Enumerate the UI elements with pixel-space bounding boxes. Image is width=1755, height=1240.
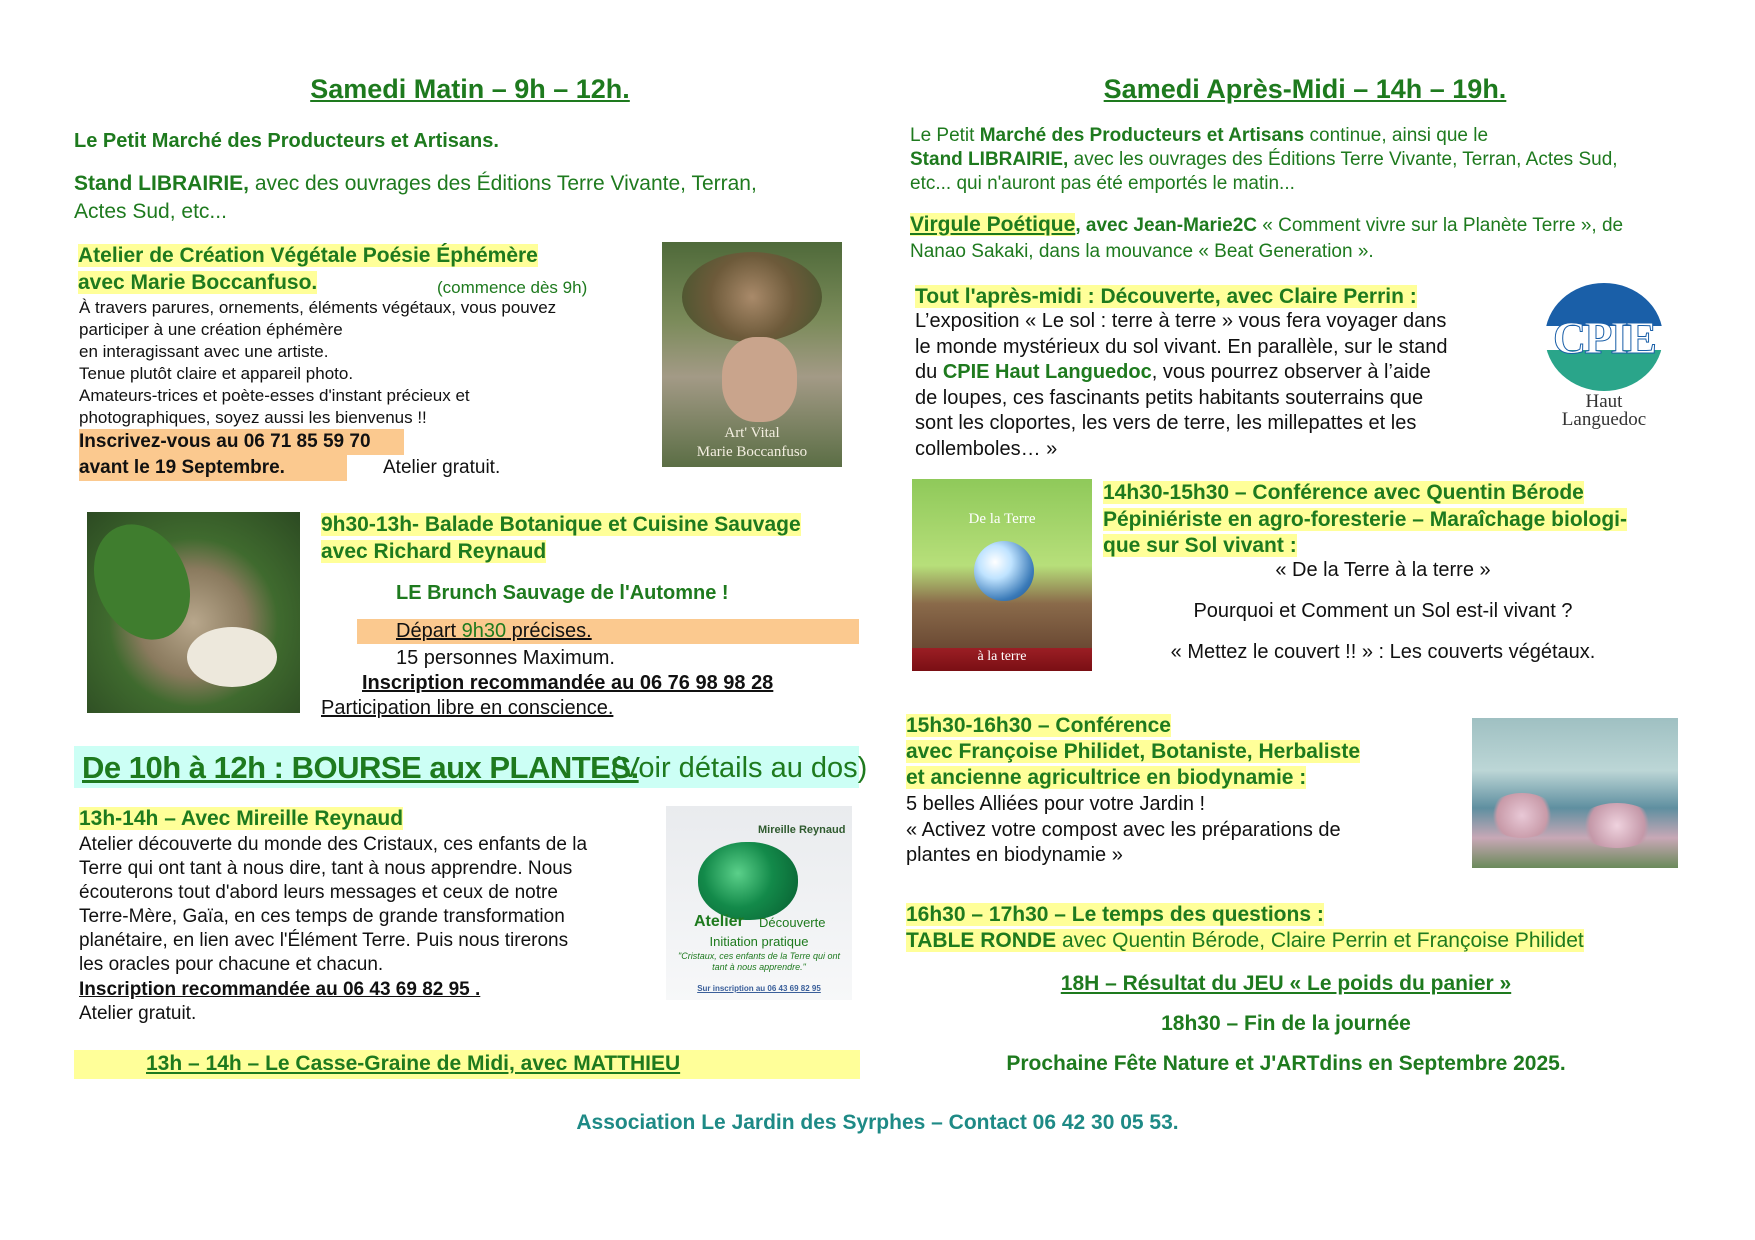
card-initiation: Initiation pratique bbox=[709, 934, 809, 949]
book-cover-de-la-terre bbox=[912, 479, 1092, 671]
depart-time: 9h30 bbox=[461, 620, 507, 642]
claire-l3a: du bbox=[915, 361, 943, 383]
atelier1-inscription bbox=[79, 429, 404, 481]
balade-brunch: LE Brunch Sauvage de l'Automne ! bbox=[396, 582, 729, 604]
table-line-rest: avec Quentin Bérode, Claire Perrin et Françoise Philidet bbox=[1056, 929, 1584, 952]
right-title: Samedi Après-Midi – 14h – 19h. bbox=[1103, 74, 1507, 104]
quentin-q3: « Mettez le couvert !! » : Les couverts végétaux. bbox=[1170, 641, 1596, 663]
intro-p2b: avec les ouvrages des Éditions Terre Vivante, Terran, Actes Sud, bbox=[1068, 149, 1618, 170]
claire-line bbox=[915, 360, 1515, 386]
claire-line: de loupes, ces fascinants petits habitants souterrains que bbox=[915, 386, 1424, 409]
resultat-jeu: 18H – Résultat du JEU « Le poids du panier » bbox=[1060, 972, 1512, 995]
mireille-inscription: Inscription recommandée au 06 43 69 82 95 . bbox=[79, 979, 481, 1000]
quentin-title1: 14h30-15h30 – Conférence avec Quentin Bérode bbox=[1103, 481, 1584, 504]
cpie-logo bbox=[1545, 283, 1665, 433]
quentin-title2: Pépiniériste en agro-foresterie – Maraîchage biologi- bbox=[1103, 507, 1627, 531]
face-shape bbox=[722, 337, 797, 422]
caption-line1: Art' Vital bbox=[724, 425, 780, 441]
mireille-desc-line: les oracles pour chacune et chacun. bbox=[79, 954, 384, 975]
mireille-title bbox=[79, 805, 403, 832]
left-market: Le Petit Marché des Producteurs et Artisans. bbox=[74, 130, 499, 152]
claire-line: sont les cloportes, les vers de terre, les millepattes et les bbox=[915, 412, 1417, 434]
virgule-poetique bbox=[910, 212, 1710, 265]
flower-cluster bbox=[1577, 803, 1657, 848]
atelier1-inscription-line2: avant le 19 Septembre. bbox=[79, 455, 347, 481]
leaf-shape bbox=[87, 512, 208, 655]
table-ronde bbox=[906, 902, 1666, 954]
intro-p3: etc... qui n'auront pas été emportés le matin... bbox=[910, 173, 1295, 194]
francoise-title2: avec Françoise Philidet, Botaniste, Herbaliste bbox=[906, 740, 1360, 763]
marie-photo-caption bbox=[662, 424, 842, 462]
mireille-title-text: 13h-14h – Avec Mireille Reynaud bbox=[79, 807, 404, 830]
quentin-title3: que sur Sol vivant : bbox=[1103, 534, 1297, 557]
table-line-bold: TABLE RONDE bbox=[906, 929, 1057, 952]
balade-inscription: Inscription recommandée au 06 76 98 98 28 bbox=[362, 672, 774, 694]
balade-title bbox=[321, 511, 801, 565]
mireille-free: Atelier gratuit. bbox=[79, 1003, 197, 1024]
card-inscription: Sur inscription au 06 43 69 82 95 bbox=[697, 984, 821, 993]
atelier1-title-line1: Atelier de Création Végétale Poésie Éphémère bbox=[78, 244, 538, 267]
francoise-title1: 15h30-16h30 – Conférence bbox=[906, 714, 1171, 737]
cpie-logo-text: CPIE bbox=[1553, 312, 1655, 363]
cpie-caption-line2: Languedoc bbox=[1561, 409, 1647, 430]
bourse-note: (Voir détails au dos) bbox=[611, 752, 868, 784]
intro-p1c: continue, ainsi que le bbox=[1304, 125, 1489, 146]
quentin-q2: Pourquoi et Comment un Sol est-il vivant ? bbox=[1193, 600, 1573, 622]
balade-depart bbox=[396, 620, 592, 643]
francoise-line: 5 belles Alliées pour votre Jardin ! bbox=[906, 793, 1206, 815]
atelier1-desc bbox=[79, 297, 639, 429]
right-intro bbox=[910, 124, 1710, 196]
intro-p2a: Stand LIBRAIRIE, bbox=[910, 149, 1069, 170]
claire-line: collemboles… » bbox=[915, 437, 1058, 460]
atelier1-free: Atelier gratuit. bbox=[383, 457, 501, 478]
marie-boccanfuso-photo bbox=[662, 242, 842, 467]
book-title-top: De la Terre bbox=[968, 511, 1036, 527]
cpie-name: CPIE Haut Languedoc bbox=[942, 361, 1152, 383]
mireille-desc-line: Terre-Mère, Gaïa, en ces temps de grande transformation bbox=[79, 906, 565, 927]
cpie-caption-line1: Haut bbox=[1585, 391, 1623, 412]
claire-desc bbox=[915, 309, 1515, 462]
quentin-title bbox=[1103, 480, 1627, 560]
mireille-desc-line: Terre qui ont tant à nous dire, tant à nous apprendre. Nous bbox=[79, 858, 573, 879]
cpie-logo-caption bbox=[1545, 393, 1663, 429]
card-decouverte: Découverte bbox=[759, 915, 826, 930]
casse-graine-banner bbox=[74, 1050, 860, 1079]
wild-herbs-photo bbox=[87, 512, 300, 713]
malachite-stone bbox=[698, 842, 798, 920]
left-title: Samedi Matin – 9h – 12h. bbox=[310, 74, 630, 104]
balade-title-line1: 9h30-13h- Balade Botanique et Cuisine Sauvage bbox=[321, 513, 801, 536]
balade-title-line2: avec Richard Reynaud bbox=[321, 540, 547, 563]
atelier1-title-line2: avec Marie Boccanfuso. bbox=[78, 271, 318, 294]
leaf-headdress-shape bbox=[682, 252, 822, 342]
virgule-line2: Nanao Sakaki, dans la mouvance « Beat Generation ». bbox=[910, 241, 1374, 262]
water-drop-globe bbox=[974, 541, 1034, 601]
francoise-line: « Activez votre compost avec les préparations de bbox=[906, 818, 1341, 841]
mireille-card bbox=[666, 806, 852, 1000]
virgule-rest: « Comment vivre sur la Planète Terre », de bbox=[1257, 215, 1624, 236]
bourse-title: De 10h à 12h : BOURSE aux PLANTES. bbox=[82, 750, 639, 785]
depart-a: Départ bbox=[396, 620, 462, 642]
valerian-flowers-photo bbox=[1472, 718, 1678, 868]
footer-association: Association Le Jardin des Syrphes – Contact 06 42 30 05 53. bbox=[576, 1111, 1179, 1134]
mireille-desc-line: planétaire, en lien avec l'Élément Terre. Puis nous tirerons bbox=[79, 930, 569, 951]
librairie-rest: avec des ouvrages des Éditions Terre Vivante, Terran, bbox=[249, 172, 757, 195]
claire-l3c: , vous pourrez observer à l’aide bbox=[1151, 361, 1431, 383]
atelier1-desc-line: À travers parures, ornements, éléments végétaux, vous pouvez bbox=[79, 298, 557, 317]
atelier1-desc-line: photographiques, soyez aussi les bienvenus !! bbox=[79, 408, 427, 427]
virgule-name: Virgule Poétique bbox=[910, 213, 1076, 236]
left-librairie bbox=[74, 170, 854, 226]
francoise-desc bbox=[906, 792, 1406, 869]
francoise-title bbox=[906, 713, 1360, 791]
virgule-with: , avec Jean-Marie2C bbox=[1075, 215, 1257, 236]
librairie-bold: Stand LIBRAIRIE, bbox=[74, 172, 250, 195]
claire-line: L’exposition « Le sol : terre à terre » vous fera voyager dans bbox=[915, 310, 1447, 332]
table-title: 16h30 – 17h30 – Le temps des questions : bbox=[906, 903, 1324, 926]
atelier1-desc-line: Tenue plutôt claire et appareil photo. bbox=[79, 364, 354, 383]
card-atelier: Atelier bbox=[694, 913, 744, 930]
atelier1-start-note: (commence dès 9h) bbox=[437, 278, 588, 297]
claire-title-text: Tout l'après-midi : Découverte, avec Claire Perrin : bbox=[915, 285, 1417, 308]
librairie-line2: Actes Sud, etc... bbox=[74, 200, 227, 223]
francoise-title3: et ancienne agricultrice en biodynamie : bbox=[906, 766, 1307, 789]
atelier1-desc-line: en interagissant avec une artiste. bbox=[79, 342, 329, 361]
claire-line: le monde mystérieux du sol vivant. En parallèle, sur le stand bbox=[915, 335, 1448, 358]
fin-journee: 18h30 – Fin de la journée bbox=[1161, 1012, 1411, 1035]
card-name: Mireille Reynaud bbox=[758, 824, 846, 836]
quentin-q1: « De la Terre à la terre » bbox=[1275, 559, 1491, 581]
bread-shape bbox=[187, 627, 277, 687]
depart-b: précises. bbox=[506, 620, 592, 642]
prochaine-fete: Prochaine Fête Nature et J'ARTdins en Septembre 2025. bbox=[1006, 1052, 1566, 1075]
intro-p1b: Marché des Producteurs et Artisans bbox=[979, 125, 1305, 146]
flower-cluster bbox=[1487, 793, 1557, 838]
caption-line2: Marie Boccanfuso bbox=[696, 444, 808, 460]
balade-max: 15 personnes Maximum. bbox=[396, 647, 615, 669]
claire-title bbox=[915, 283, 1417, 310]
atelier1-desc-line: participer à une création éphémère bbox=[79, 320, 343, 339]
francoise-line: plantes en biodynamie » bbox=[906, 844, 1123, 866]
card-quote: "Cristaux, ces enfants de la Terre qui ont tant à nous apprendre." bbox=[678, 951, 840, 972]
book-title-bottom: à la terre bbox=[977, 649, 1027, 664]
mireille-desc-line: Atelier découverte du monde des Cristaux, ces enfants de la bbox=[79, 834, 588, 855]
balade-participation: Participation libre en conscience. bbox=[321, 697, 614, 719]
mireille-desc bbox=[79, 833, 659, 977]
intro-p1a: Le Petit bbox=[910, 125, 980, 146]
casse-graine-text: 13h – 14h – Le Casse-Graine de Midi, avec MATTHIEU bbox=[146, 1052, 681, 1075]
cpie-logo-circle bbox=[1545, 283, 1663, 391]
atelier1-inscription-line1: Inscrivez-vous au 06 71 85 59 70 bbox=[79, 429, 404, 455]
atelier1-desc-line: Amateurs-trices et poète-esses d'instant précieux et bbox=[79, 386, 470, 405]
bourse-banner bbox=[74, 746, 868, 788]
mireille-desc-line: écouterons tout d'abord leurs messages et ceux de notre bbox=[79, 882, 558, 903]
